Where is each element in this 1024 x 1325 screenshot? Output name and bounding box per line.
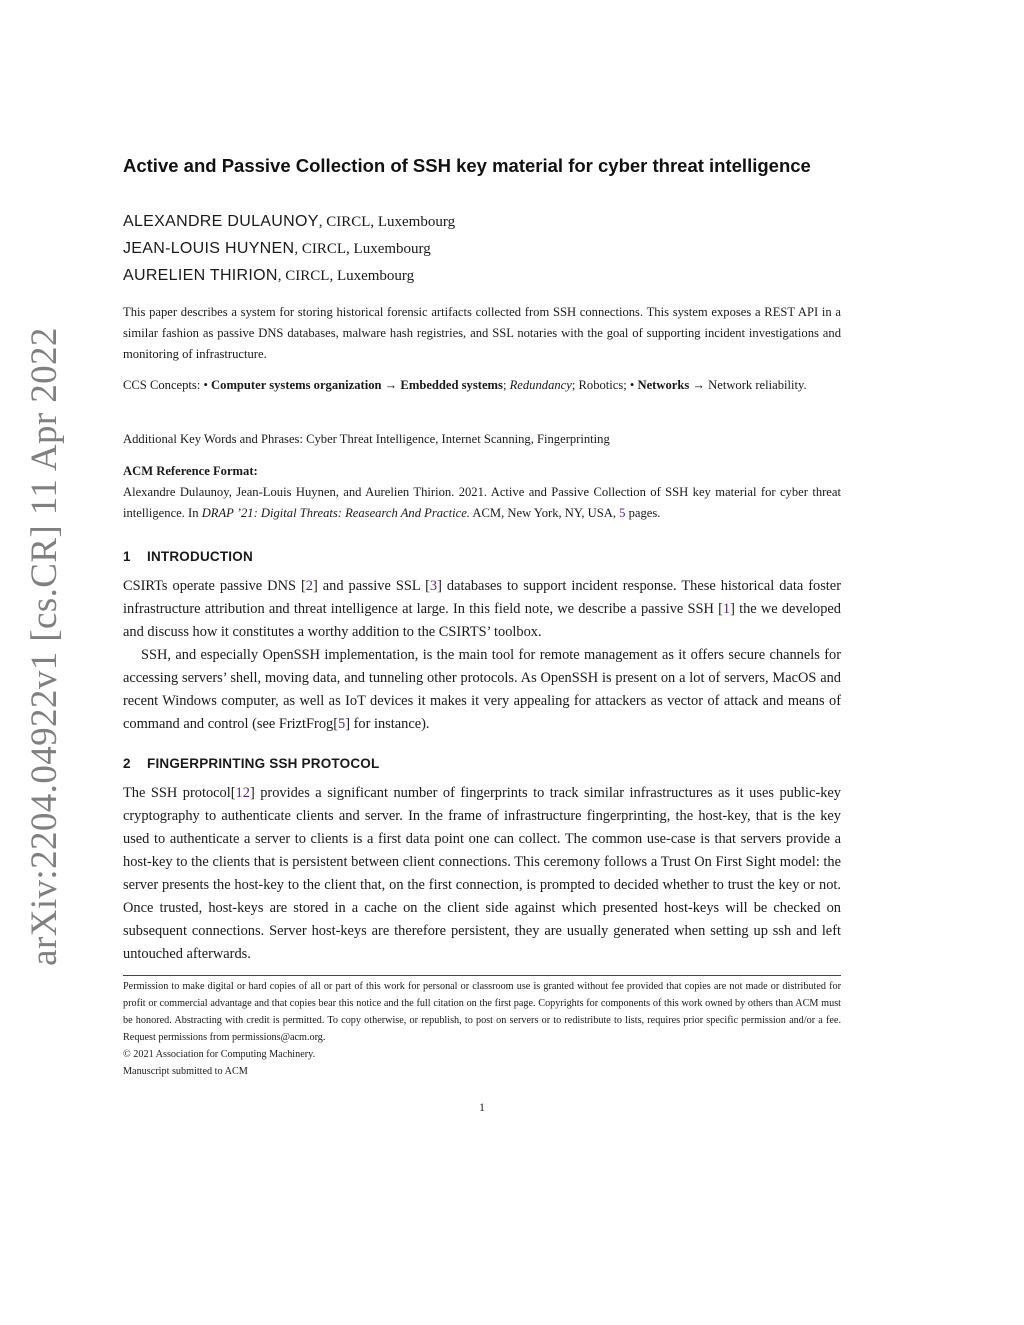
section-title: FINGERPRINTING SSH PROTOCOL xyxy=(147,756,380,771)
section-number: 2 xyxy=(123,756,131,771)
author-affiliation: , CIRCL, Luxembourg xyxy=(277,268,415,284)
text-run: ] the we developed and discuss how it constitutes a worthy addition to the CSIRTS’ toolbox. xyxy=(123,601,841,640)
ccs-robotics: ; Robotics; • xyxy=(571,378,638,392)
acm-reference xyxy=(123,461,841,524)
acm-reference-heading: ACM Reference Format: xyxy=(123,464,258,478)
author-name: ALEXANDRE DULAUNOY xyxy=(123,213,319,230)
author-1 xyxy=(123,213,455,231)
paragraph xyxy=(123,575,841,644)
manuscript-notice: Manuscript submitted to ACM xyxy=(123,1066,248,1077)
acm-reference-authors: Alexandre Dulaunoy, Jean-Louis Huynen, and Aurelien Thirion. 2021. Active and Passive Collection of SSH key material for cyber threat intelligence. In xyxy=(123,485,841,520)
text-run: SSH, and especially OpenSSH implementation, is the main tool for remote management as it offers secure channels for accessing servers’ shell, moving data, and tunneling other protocols. As OpenSSH is present on a lot of servers, MacOS and recent Windows computer, as well as IoT devices it makes it very appealing for attackers as vector of attack and means of command and control (see FriztFrog[ xyxy=(123,647,841,732)
ccs-embedded: Embedded systems xyxy=(400,378,503,392)
citation-link[interactable]: 1 xyxy=(722,601,731,617)
ccs-cso: Computer systems organization xyxy=(211,378,382,392)
text-run: ] databases to support incident response. These historical data foster infrastructure attribution and threat intelligence at large. In this field note, we describe a passive SSH [ xyxy=(123,578,841,617)
ccs-arrow: → xyxy=(689,378,709,392)
ccs-concepts xyxy=(123,375,841,396)
citation-link[interactable]: 5 xyxy=(338,716,346,732)
acm-reference-venue: DRAP ’21: Digital Threats: Reasearch And Practice. xyxy=(201,506,470,520)
text-run: CSIRTs operate passive DNS [ xyxy=(123,578,306,594)
author-affiliation: , CIRCL, Luxembourg xyxy=(318,214,456,230)
author-affiliation: , CIRCL, Luxembourg xyxy=(294,241,431,257)
arxiv-identifier: arXiv:2204.04922v1 [cs.CR] 11 Apr 2022 xyxy=(23,326,65,966)
citation-link[interactable]: 3 xyxy=(429,578,438,594)
section-body-fingerprinting xyxy=(123,782,841,966)
author-name: JEAN-LOUIS HUYNEN xyxy=(123,240,295,257)
section-number: 1 xyxy=(123,549,131,564)
ccs-network-reliability: Network reliability. xyxy=(708,378,807,392)
paper-title: Active and Passive Collection of SSH key material for cyber threat intelligence xyxy=(123,155,811,176)
section-title: INTRODUCTION xyxy=(147,549,253,564)
footnote-divider xyxy=(123,975,841,976)
author-name: AURELIEN THIRION xyxy=(123,267,278,284)
text-run: The SSH protocol[ xyxy=(123,785,236,801)
ccs-arrow: → xyxy=(381,378,401,392)
text-run: ] and passive SSL [ xyxy=(312,578,430,594)
acm-reference-pages: pages. xyxy=(625,506,661,520)
ccs-redundancy: Redundancy xyxy=(509,378,572,392)
paragraph xyxy=(123,782,841,966)
section-heading-fingerprinting xyxy=(123,756,379,771)
text-run: ] for instance). xyxy=(345,716,430,732)
ccs-label: CCS Concepts: • xyxy=(123,378,208,392)
ccs-separator: ; xyxy=(502,378,510,392)
author-3 xyxy=(123,267,414,285)
permission-notice: Permission to make digital or hard copies of all or part of this work for personal or classroom use is granted without fee provided that copies are not made or distributed for profit or commercial advantage and that copies bear this notice and the full citation on the first page. Copyrights for components of this work owned by others than ACM must be honored. Abstracting with credit is permitted. To copy otherwise, or republish, to post on servers or to redistribute to lists, requires prior specific permission and/or a fee. Request permissions from permissions@acm.org. xyxy=(123,981,841,1043)
author-2 xyxy=(123,240,431,258)
page-count-link[interactable]: 5 xyxy=(619,506,626,520)
arxiv-sidebar-stamp xyxy=(22,326,66,966)
copyright-notice: © 2021 Association for Computing Machinery. xyxy=(123,1049,316,1060)
abstract: This paper describes a system for storing historical forensic artifacts collected from SSH connections. This system exposes a REST API in a similar fashion as passive DNS databases, malware hash registries, and SSL notaries with the goal of supporting incident investigations and monitoring of infrastructure. xyxy=(123,305,841,361)
section-heading-introduction xyxy=(123,549,253,564)
citation-link[interactable]: 12 xyxy=(235,785,250,801)
page-number: 1 xyxy=(479,1102,485,1114)
ccs-networks: Networks xyxy=(637,378,690,392)
additional-keywords: Additional Key Words and Phrases: Cyber Threat Intelligence, Internet Scanning, Fingerprinting xyxy=(123,432,610,446)
section-body-introduction xyxy=(123,575,841,736)
acm-reference-publisher: ACM, New York, NY, USA, xyxy=(469,506,620,520)
citation-link[interactable]: 2 xyxy=(305,578,313,594)
paragraph xyxy=(123,644,841,736)
text-run: ] provides a significant number of fingerprints to track similar infrastructures as it uses public-key cryptography to authenticate clients and server. In the frame of infrastructure fingerprinting, the host-key, that is the key used to authenticate a server to clients is a first data point one can collect. The common use-case is that servers provide a host-key to the clients that is persistent between client connections. This ceremony follows a Trust On First Sight model: the server presents the host-key to the client that, on the first connection, is prompted to decided whether to trust the key or not. Once trusted, host-keys are stored in a cache on the client side against which presented host-keys will be checked on subsequent connections. Server host-keys are therefore persistent, they are usually generated when setting up ssh and left untouched afterwards. xyxy=(123,785,841,962)
acm-reference-text xyxy=(123,482,841,524)
